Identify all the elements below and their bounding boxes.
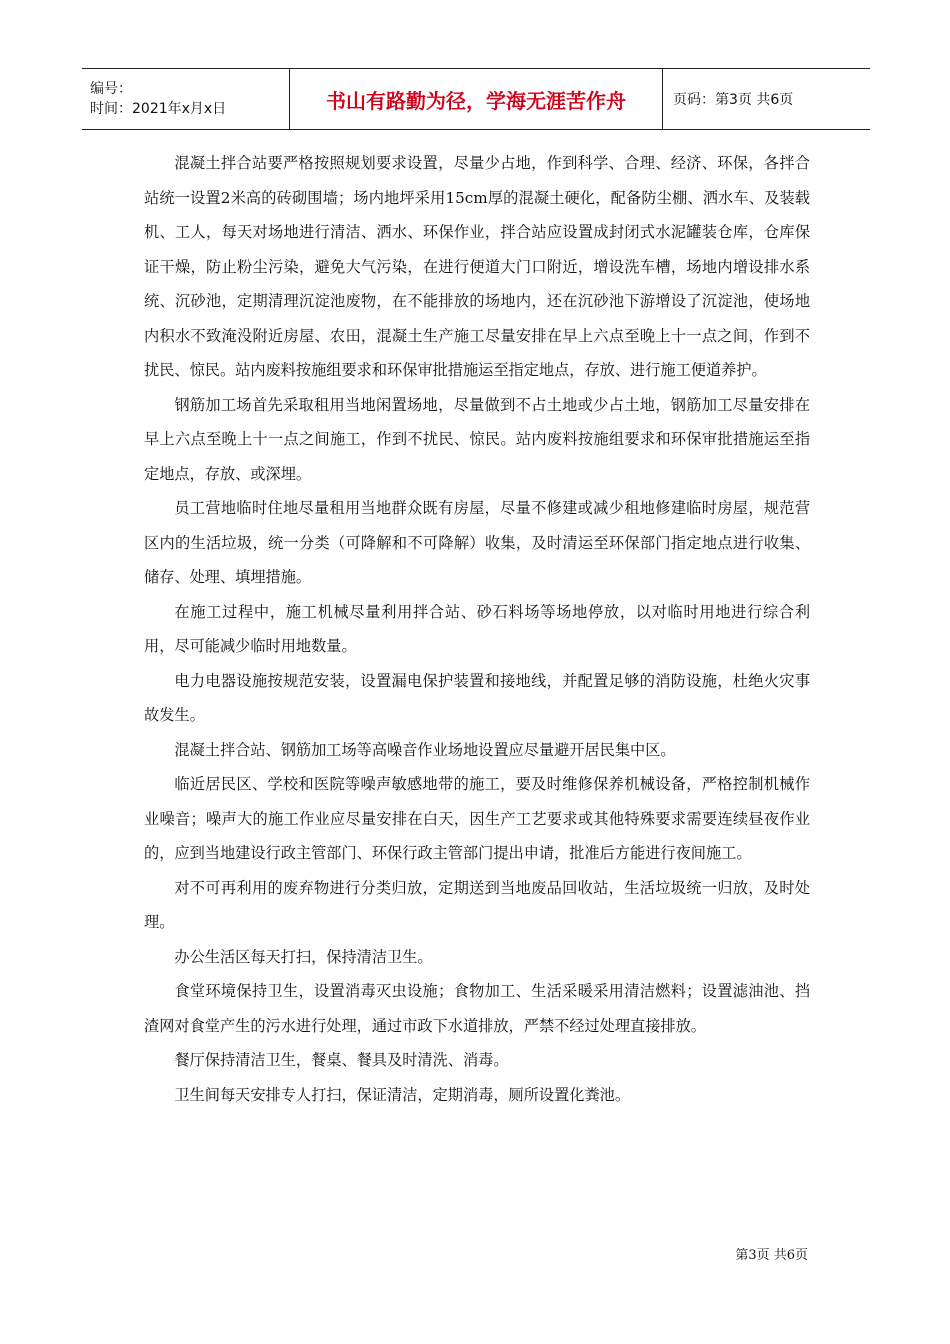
paragraph: 员工营地临时住地尽量租用当地群众既有房屋，尽量不修建或减少租地修建临时房屋，规范营区内的生活垃圾，统一分类（可降解和不可降解）收集，及时清运至环保部门指定地点进行收集、储存、处理、填埋措施。 <box>144 499 810 586</box>
page-header <box>82 68 870 130</box>
paragraph: 临近居民区、学校和医院等噪声敏感地带的施工，要及时维修保养机械设备，严格控制机械作业噪音；噪声大的施工作业应尽量安排在白天，因生产工艺要求或其他特殊要求需要连续昼夜作业的，应到当地建设行政主管部门、环保行政主管部门提出申请，批准后方能进行夜间施工。 <box>144 775 810 862</box>
header-page-code <box>663 69 870 129</box>
paragraph: 办公生活区每天打扫，保持清洁卫生。 <box>174 947 433 966</box>
paragraph: 电力电器设施按规范安装，设置漏电保护装置和接地线，并配置足够的消防设施，杜绝火灾事故发生。 <box>144 671 810 724</box>
paragraph: 餐厅保持清洁卫生，餐桌、餐具及时清洗、消毒。 <box>174 1051 509 1069</box>
page-footer: 第3页 共6页 <box>735 1248 808 1263</box>
motto-text: 书山有路勤为径，学海无涯苦作舟 <box>326 88 626 113</box>
paragraph: 在施工过程中，施工机械尽量利用拌合站、砂石料场等场地停放，以对临时用地进行综合利用，尽可能减少临时用地数量。 <box>144 602 810 655</box>
doc-number: 编号： <box>90 81 132 97</box>
header-meta <box>82 69 290 129</box>
header-motto <box>290 69 663 129</box>
paragraph: 混凝土拌合站要严格按照规划要求设置，尽量少占地，作到科学、合理、经济、环保，各拌合站统一设置2米高的砖砌围墙；场内地坪采用15cm厚的混凝土硬化，配备防尘棚、洒水车、及装载机、工人，每天对场地进行清洁、洒水、环保作业，拌合站应设置成封闭式水泥罐装仓库，仓库保证干燥，防止粉尘污染，避免大气污染，在进行便道大门口附近，增设洗车槽，场地内增设排水系统、沉砂池，定期清理沉淀池废物，在不能排放的场地内，还在沉砂池下游增设了沉淀池，使场地内积水不致淹没附近房屋、农田，混凝土生产施工尽量安排在早上六点至晚上十一点之间，作到不扰民、惊民。站内废料按施组要求和环保审批措施运至指定地点，存放、进行施工便道养护。 <box>144 154 810 379</box>
paragraph: 钢筋加工场首先采取租用当地闲置场地，尽量做到不占土地或少占土地，钢筋加工尽量安排在早上六点至晚上十一点之间施工，作到不扰民、惊民。站内废料按施组要求和环保审批措施运至指定地点，存放、或深埋。 <box>144 395 810 483</box>
doc-date: 时间：2021年x月x日 <box>90 101 227 117</box>
paragraph: 卫生间每天安排专人打扫，保证清洁，定期消毒，厕所设置化粪池。 <box>174 1085 631 1104</box>
paragraph: 对不可再利用的废弃物进行分类归放，定期送到当地废品回收站，生活垃圾统一归放，及时处理。 <box>144 878 810 931</box>
document-body <box>144 146 810 1112</box>
paragraph: 混凝土拌合站、钢筋加工场等高噪音作业场地设置应尽量避开居民集中区。 <box>174 740 676 759</box>
paragraph: 食堂环境保持卫生，设置消毒灭虫设施；食物加工、生活采暖采用清洁燃料；设置滤油池、挡渣网对食堂产生的污水进行处理，通过市政下水道排放，严禁不经过处理直接排放。 <box>144 982 810 1035</box>
page-code-text: 页码：第3页 共6页 <box>673 92 794 108</box>
